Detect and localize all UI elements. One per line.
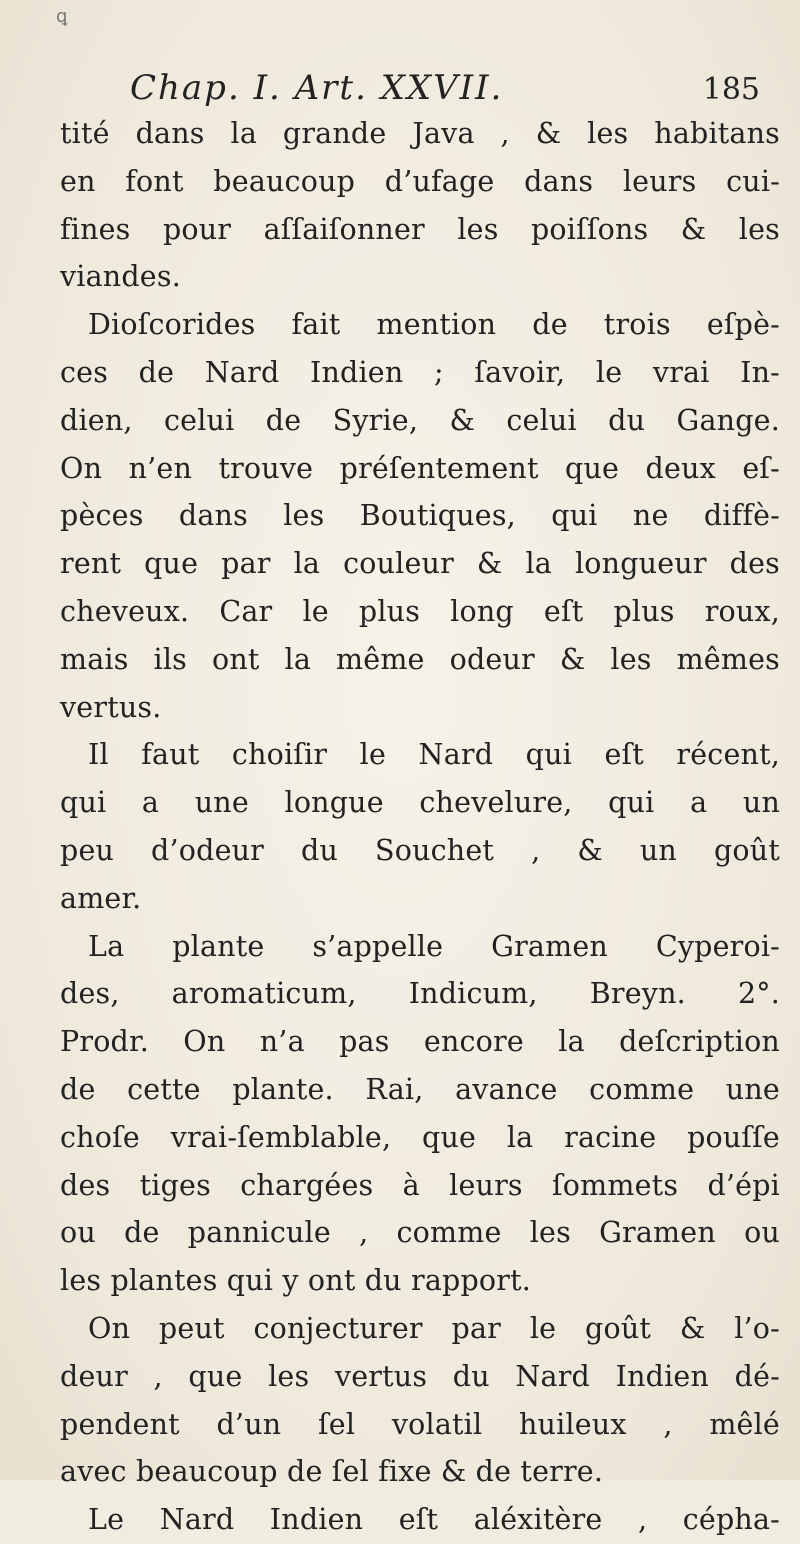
text-line: pèces dans les Boutiques, qui ne diffè- (60, 499, 780, 533)
text-line: La plante s’appelle Gramen Cyperoi- (88, 929, 780, 963)
text-line: vertus. (60, 690, 162, 724)
text-line: qui a une longue chevelure, qui a un (60, 786, 780, 820)
text-line: Il faut choiſir le Nard qui eſt récent, (88, 738, 780, 772)
text-line: Dioſcorides fait mention de trois eſpè- (88, 308, 780, 342)
text-line: Prodr. On n’a pas encore la deſcription (60, 1025, 780, 1059)
text-line: viandes. (60, 260, 181, 294)
corner-mark: ꝗ (56, 6, 68, 27)
text-line: deur , que les vertus du Nard Indien dé- (60, 1359, 780, 1393)
text-line: mais ils ont la même odeur & les mêmes (60, 642, 780, 676)
text-line: dien, celui de Syrie, & celui du Gange. (60, 403, 780, 437)
text-line: en font beaucoup d’ufage dans leurs cui- (60, 164, 780, 198)
text-line: choſe vrai-ſemblable, que la racine pouſſe (60, 1120, 780, 1154)
text-line: des tiges chargées à leurs ſommets d’épi (60, 1168, 780, 1202)
page-number: 185 (702, 72, 760, 107)
text-line: avec beaucoup de ſel fixe & de terre. (60, 1455, 604, 1489)
text-line: des, aromaticum, Indicum, Breyn. 2°. (60, 977, 780, 1011)
text-line: pendent d’un ſel volatil huileux , mêlé (60, 1407, 780, 1441)
body-text (60, 110, 780, 1544)
text-line: rent que par la couleur & la longueur des (60, 547, 780, 581)
text-line: On n’en trouve préſentement que deux eſ- (60, 451, 780, 485)
text-line: peu d’odeur du Souchet , & un goût (60, 833, 780, 867)
text-line: amer. (60, 881, 142, 915)
text-line: ces de Nard Indien ; ſavoir, le vrai In- (60, 355, 780, 389)
text-line: les plantes qui y ont du rapport. (60, 1264, 531, 1298)
chapter-heading: Chap. I. Art. XXVII. (130, 68, 504, 108)
text-line: cheveux. Car le plus long eſt plus roux, (60, 594, 780, 628)
text-line: On peut conjecturer par le goût & l’o- (88, 1311, 780, 1345)
text-line: ou de pannicule , comme les Gramen ou (60, 1216, 780, 1250)
text-line: fines pour aſſaiſonner les poiſſons & les (60, 212, 780, 246)
text-line: de cette plante. Rai, avance comme une (60, 1072, 780, 1106)
running-header (130, 68, 760, 108)
text-line: tité dans la grande Java , & les habitans (60, 117, 780, 150)
text-line: Le Nard Indien eſt aléxitère , cépha- (88, 1503, 780, 1537)
